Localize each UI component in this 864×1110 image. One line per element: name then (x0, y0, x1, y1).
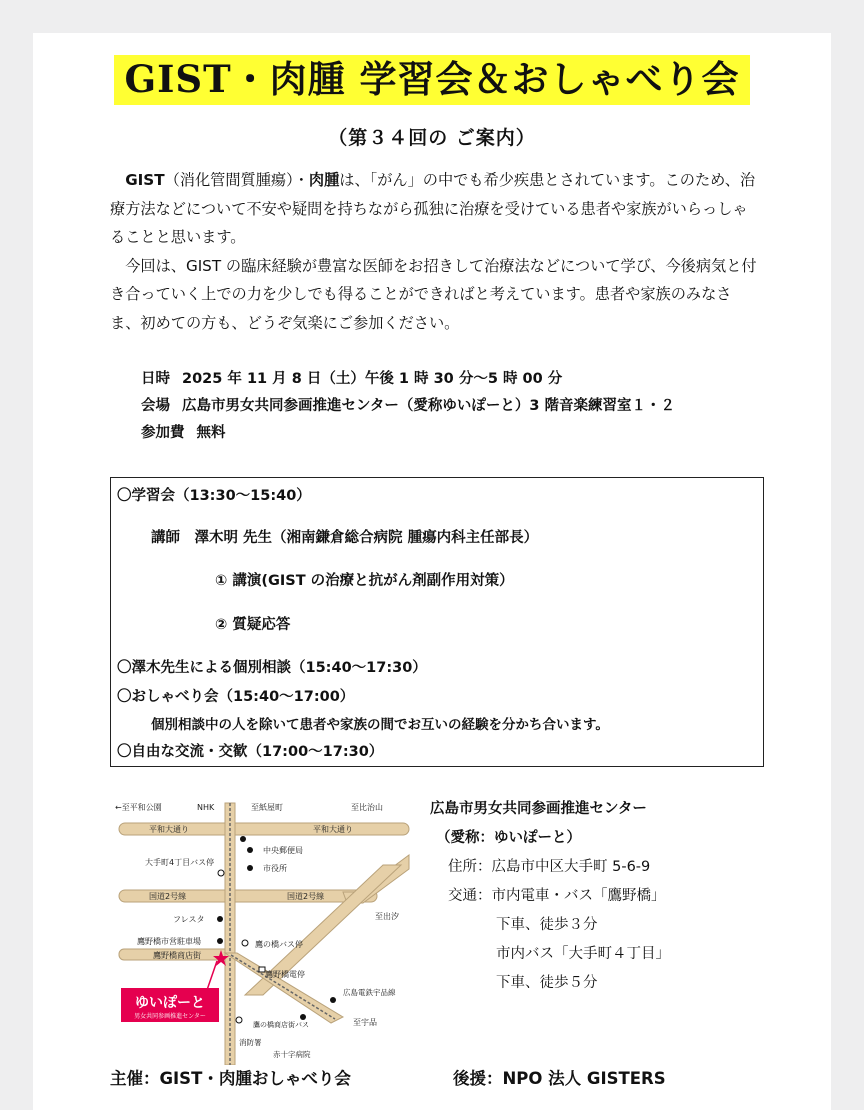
venue-nickname: （愛称：ゆいぽーと） (436, 830, 581, 846)
gist-definition: （消化管間質腫瘍）・ (164, 171, 309, 189)
tram-stop-marker (259, 967, 265, 972)
intro-sentence: は、「がん」の中でも希少疾患とされています。このため、治療方法などについて不安や疑問を持ちながら孤独に治療を受けている患者や家族がいらっしゃることと思います。 (110, 171, 756, 246)
intro-paragraph-1 (110, 166, 760, 252)
logo-main-text: ゆいぽーと (135, 995, 205, 1011)
access-info (430, 795, 670, 998)
bus-stop-takanobashi-marker (242, 940, 248, 946)
program-box (110, 477, 764, 767)
label-tram-stop: 鷹野橋電停 (265, 970, 305, 979)
label-fresta: フレスタ (173, 915, 205, 924)
label-heiwa-street-left: 平和大通り (149, 825, 189, 834)
access-transit-1-walk: 下車、徒歩３分 (496, 917, 598, 933)
fee-row (141, 420, 675, 447)
program-item-qa: ② 質疑応答 (215, 617, 291, 633)
label-to-deshio: 至出汐 (375, 912, 399, 921)
label-to-ujina: 至宇品 (353, 1018, 377, 1027)
footer-support: 後援：NPO 法人 GISTERS (453, 1069, 666, 1088)
gist-term: GIST (125, 171, 165, 189)
program-consult: 〇澤木先生による個別相談（15:40～17:30） (117, 660, 427, 676)
label-red-cross: 赤十字病院 (273, 1050, 311, 1059)
fee-value: 無料 (196, 425, 226, 441)
page-title: GIST・肉腫 学習会＆おしゃべり会 (114, 55, 749, 105)
tram-line-marker (330, 997, 336, 1003)
red-cross-marker (300, 1014, 306, 1020)
label-route2-right: 国道2号線 (287, 892, 325, 901)
fire-station-marker (236, 1017, 242, 1023)
label-shopping-street: 鷹野橋商店街 (153, 951, 201, 960)
program-lecturer: 講師 澤木明 先生（湘南鎌倉総合病院 腫瘍内科主任部長） (151, 530, 539, 546)
date-value: 2025 年 11 月 8 日（土）午後 1 時 30 分～5 時 00 分 (182, 371, 563, 387)
post-office-marker (247, 847, 253, 853)
venue-row (141, 393, 675, 420)
access-transit-2: 市内バス「大手町４丁目」 (496, 946, 670, 962)
label-route2-left: 国道2号線 (149, 892, 187, 901)
label-bus-street: 鷹の橋商店街バス (253, 1021, 309, 1029)
program-chat: 〇おしゃべり会（15:40～17:00） (117, 689, 355, 705)
venue-map (113, 795, 413, 1065)
nhk-marker (240, 836, 246, 842)
label-to-hijiyama: 至比治山 (351, 803, 383, 812)
label-city-hall: 市役所 (263, 864, 287, 873)
city-hall-marker (247, 865, 253, 871)
label-nhk: NHK (197, 803, 215, 812)
label-bus-stop-otemachi: 大手町4丁目バス停 (145, 858, 215, 867)
program-chat-description: 個別相談中の人を除いて患者や家族の間でお互いの経験を分かち合います。 (151, 717, 609, 733)
venue-label: 会場 (141, 398, 170, 414)
sarcoma-term: 肉腫 (308, 171, 340, 189)
intro-text (110, 166, 760, 337)
venue-address: 住所：広島市中区大手町 5-6-9 (448, 859, 651, 875)
date-label: 日時 (141, 371, 170, 387)
venue-pointer-line (207, 961, 217, 990)
program-study: 〇学習会（13:30～15:40） (117, 488, 311, 504)
access-transit-2-walk: 下車、徒歩５分 (496, 975, 598, 991)
footer-host: 主催：GIST・肉腫おしゃべり会 (110, 1069, 351, 1088)
fee-label: 参加費 (141, 425, 185, 441)
label-post-office: 中央郵便局 (263, 846, 303, 855)
venue-value: 広島市男女共同参画推進センター（愛称ゆいぽーと）3 階音楽練習室１・２ (182, 398, 676, 414)
label-to-heiwa: ←至平和公園 (115, 803, 162, 812)
label-to-kamiya: 至紙屋町 (251, 803, 283, 812)
date-row (141, 366, 675, 393)
bus-stop-otemachi-marker (218, 870, 224, 876)
venue-name: 広島市男女共同参画推進センター (430, 801, 647, 817)
access-transit-1: 交通：市内電車・バス「鷹野橋」 (448, 888, 666, 904)
event-info (141, 366, 675, 447)
subtitle: （第３４回の ご案内） (328, 127, 536, 149)
parking-marker (217, 938, 223, 944)
program-free-exchange: 〇自由な交流・交歓（17:00～17:30） (117, 744, 384, 760)
fresta-marker (217, 916, 223, 922)
label-heiwa-street-right: 平和大通り (313, 825, 353, 834)
label-tram-line: 広島電鉄宇品線 (343, 988, 396, 997)
label-parking: 鷹野橋市営駐車場 (137, 937, 201, 946)
label-bus-stop-takanobashi: 鷹の橋バス停 (255, 940, 303, 949)
program-item-lecture: ① 講演(GIST の治療と抗がん剤副作用対策） (215, 573, 514, 589)
logo-sub-text: 男女共同参画推進センター (134, 1013, 206, 1020)
label-fire-station: 消防署 (239, 1038, 262, 1047)
flyer-page (33, 33, 831, 1110)
title-area (33, 55, 831, 105)
intro-paragraph-2: 今回は、GIST の臨床経験が豊富な医師をお招きして治療法などについて学び、今後病気と付き合っていく上での力を少しでも得ることができればと考えています。患者や家族のみなさま、初めての方も、どうぞ気楽にご参加ください。 (110, 256, 757, 332)
